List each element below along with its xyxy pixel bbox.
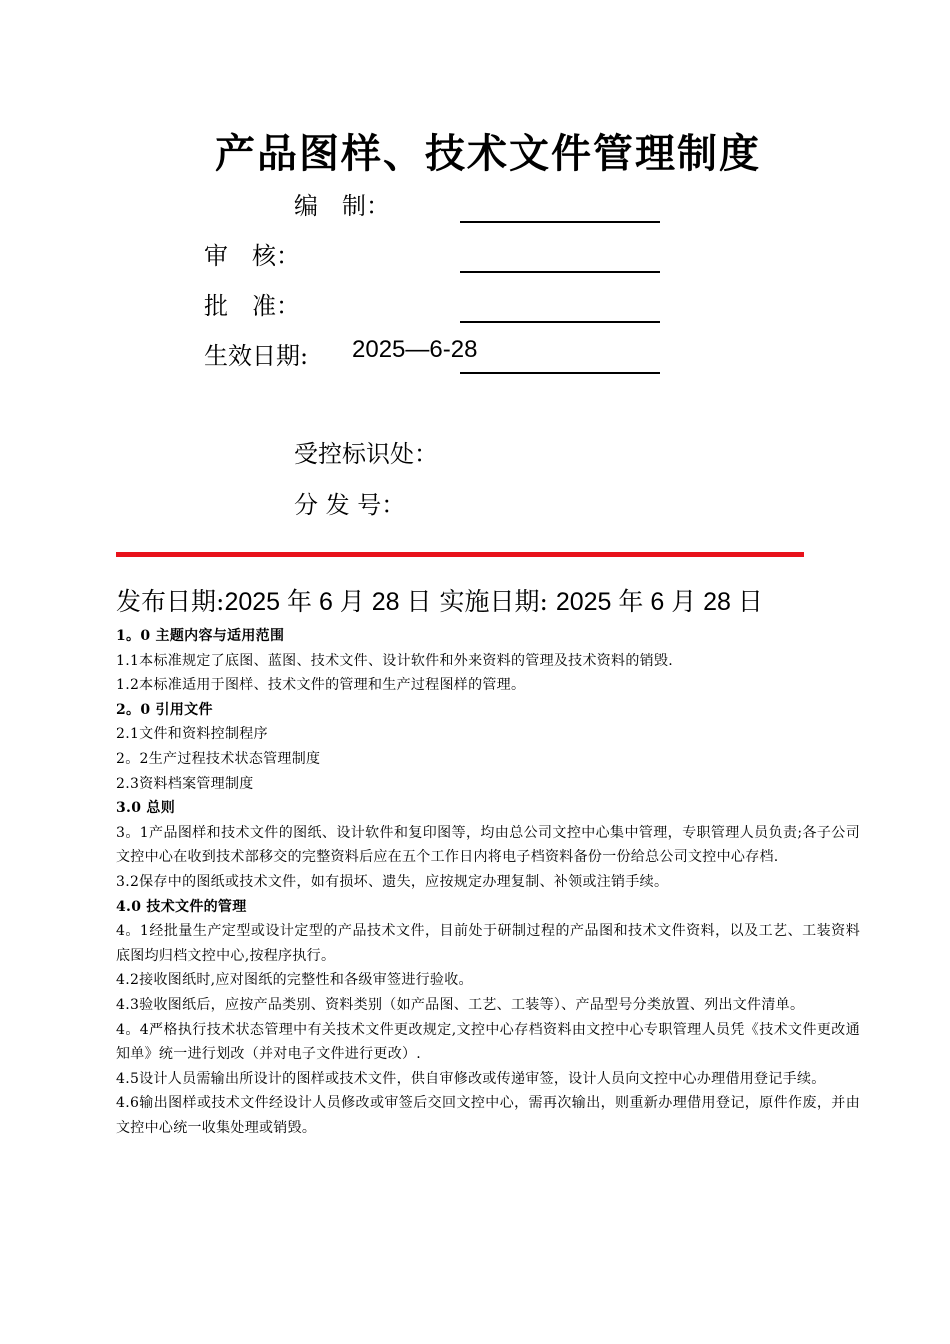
paragraph: 4.3验收图纸后，应按产品类别、资料类别（如产品图、工艺、工装等）、产品型号分类放置、列出文件清单。 bbox=[116, 996, 805, 1013]
control-mark-label: 受控标识处： bbox=[294, 440, 438, 468]
implement-date: 2025 年 6 月 28 日 bbox=[555, 588, 763, 616]
section-heading: 4.0 技术文件的管理 bbox=[116, 898, 247, 915]
paragraph: 2.3资料档案管理制度 bbox=[116, 775, 254, 792]
shenhe-label: 审 核： bbox=[204, 242, 300, 270]
bianzhi-underline bbox=[460, 221, 660, 223]
section-heading: 3.0 总则 bbox=[116, 800, 176, 817]
paragraph: 4。4严格执行技术状态管理中有关技术文件更改规定,文控中心存档资料由文控中心专职管理人员凭《技术文件更改通知单》统一进行划改（并对电子文件进行更改）. bbox=[116, 1021, 860, 1063]
section-heading: 2。0 引用文件 bbox=[116, 701, 213, 718]
publish-date-label: 发布日期: bbox=[116, 587, 225, 616]
paragraph: 1.2本标准适用于图样、技术文件的管理和生产过程图样的管理。 bbox=[116, 677, 526, 694]
paragraph: 4。1经批量生产定型或设计定型的产品技术文件，目前处于研制过程的产品图和技术文件资料，以及工艺、工装资料底图均归档文控中心,按程序执行。 bbox=[116, 923, 860, 964]
paragraph: 4.6输出图样或技术文件经设计人员修改或审签后交回文控中心，需再次输出，则重新办理借用登记，原件作废，并由文控中心统一收集处理或销毁。 bbox=[116, 1095, 860, 1136]
paragraph: 3.2保存中的图纸或技术文件，如有损坏、遗失，应按规定办理复制、补领或注销手续。 bbox=[116, 873, 669, 890]
paragraph: 4.5设计人员需输出所设计的图样或技术文件，供自审修改或传递审签，设计人员向文控中心办理借用登记手续。 bbox=[116, 1070, 826, 1087]
red-divider bbox=[116, 552, 804, 557]
bianzhi-label: 编 制： bbox=[294, 192, 390, 220]
document-body bbox=[116, 624, 860, 1140]
section-heading: 1。0 主题内容与适用范围 bbox=[116, 628, 285, 644]
shenhe-underline bbox=[460, 271, 660, 273]
pizhun-underline bbox=[460, 321, 660, 323]
document-title: 产品图样、技术文件管理制度 bbox=[215, 131, 761, 177]
effective-date-underline bbox=[460, 372, 660, 374]
pizhun-label: 批 准： bbox=[204, 292, 300, 320]
paragraph: 1.1本标准规定了底图、蓝图、技术文件、设计软件和外来资料的管理及技术资料的销毁. bbox=[116, 652, 674, 669]
paragraph: 2。2生产过程技术状态管理制度 bbox=[116, 750, 321, 767]
paragraph: 4.2接收图纸时,应对图纸的完整性和各级审签进行验收。 bbox=[116, 972, 473, 989]
effective-date-value: 2025—6-28 bbox=[352, 336, 478, 363]
effective-date-label: 生效日期: bbox=[204, 342, 309, 370]
publish-date: 2025 年 6 月 28 日 bbox=[224, 588, 432, 616]
distribution-number-label: 分 发 号： bbox=[294, 491, 406, 519]
paragraph: 2.1文件和资料控制程序 bbox=[116, 726, 268, 743]
implement-date-label: 实施日期: bbox=[439, 587, 548, 616]
paragraph: 3。1产品图样和技术文件的图纸、设计软件和复印图等，均由总公司文控中心集中管理，专职管理人员负责;各子公司文控中心在收到技术部移交的完整资料后应在五个工作日内将电子档资料备份一份给总公司文控中心存档. bbox=[116, 824, 860, 866]
publish-line bbox=[116, 582, 763, 618]
